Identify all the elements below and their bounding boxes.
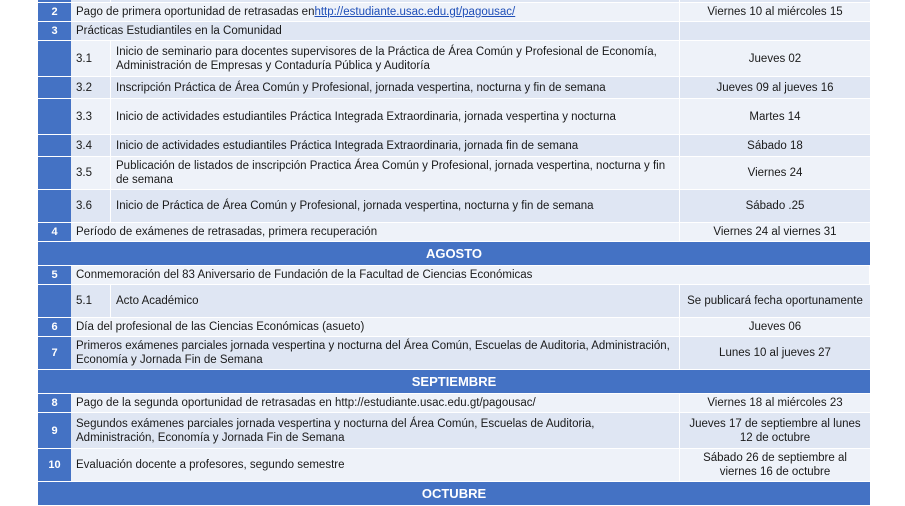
table-row [38, 22, 870, 41]
sub-number [71, 0, 111, 2]
calendar-table [38, 0, 870, 506]
activity-text: Inscripción Práctica de Área Común y Profesional, jornada vespertina, nocturna y fin de semana [111, 77, 680, 98]
activity-text: Pago de la segunda oportunidad de retrasadas en http://estudiante.usac.edu.gt/pagousac/ [71, 394, 680, 412]
activity-date [680, 0, 870, 2]
table-row [38, 157, 870, 190]
activity-text: Inicio de Práctica de Área Común y Profesional, jornada vespertina, nocturna y fin de semana [111, 190, 680, 222]
table-row [38, 449, 870, 482]
row-number [38, 0, 71, 2]
month-header-octubre: OCTUBRE [38, 482, 870, 506]
activity-text: Acto Académico [111, 285, 680, 317]
table-row [38, 135, 870, 157]
row-number [38, 99, 71, 134]
activity-date: Martes 14 [680, 99, 870, 134]
sub-number: 5.1 [71, 285, 111, 317]
activity-date: Sábado 18 [680, 135, 870, 156]
activity-date: Jueves 06 [680, 318, 870, 336]
table-row [38, 394, 870, 413]
activity-date: Viernes 18 al miércoles 23 [680, 394, 870, 412]
table-row [38, 190, 870, 223]
activity-date: Viernes 10 al miércoles 15 [680, 3, 870, 21]
activity-date [680, 22, 870, 40]
row-number [38, 285, 71, 317]
activity-date: Sábado .25 [680, 190, 870, 222]
activity-date: Viernes 24 [680, 157, 870, 189]
row-number [38, 77, 71, 98]
row-number: 6 [38, 318, 71, 336]
row-number [38, 135, 71, 156]
row-number: 3 [38, 22, 71, 40]
row-number: 10 [38, 449, 71, 481]
activity-text: Inicio de seminario para docentes supervisores de la Práctica de Área Común y Profesional de Economía, Administración de Empresas y Contaduría Pública y Auditoría [111, 41, 680, 76]
activity-date: Se publicará fecha oportunamente [680, 285, 870, 317]
row-number: 4 [38, 223, 71, 241]
activity-date: Jueves 02 [680, 41, 870, 76]
activity-date: Lunes 10 al jueves 27 [680, 337, 870, 369]
table-row [38, 318, 870, 337]
sub-number: 3.4 [71, 135, 111, 156]
activity-text: Prácticas Estudiantiles en la Comunidad [71, 22, 680, 40]
sub-number: 3.3 [71, 99, 111, 134]
table-row [38, 413, 870, 449]
row-number: 2 [38, 3, 71, 21]
activity-text: Segundos exámenes parciales jornada vespertina y nocturna del Área Común, Escuelas de Auditoria, Administración, Economía y Jornada Fin de Semana [71, 413, 680, 448]
activity-date: Viernes 24 al viernes 31 [680, 223, 870, 241]
sub-number: 3.5 [71, 157, 111, 189]
activity-date: Sábado 26 de septiembre al viernes 16 de octubre [680, 449, 870, 481]
table-row [38, 99, 870, 135]
table-row [38, 77, 870, 99]
activity-text: Inicio de actividades estudiantiles Práctica Integrada Extraordinaria, jornada fin de semana [111, 135, 680, 156]
row-number: 9 [38, 413, 71, 448]
activity-date: Jueves 09 al jueves 16 [680, 77, 870, 98]
table-row [38, 41, 870, 77]
table-row [38, 285, 870, 318]
activity-text: Conmemoración del 83 Aniversario de Fundación de la Facultad de Ciencias Económicas [71, 266, 870, 284]
activity-text-prefix: Pago de primera oportunidad de retrasadas en [76, 6, 315, 18]
table-row [38, 266, 870, 285]
activity-date: Jueves 17 de septiembre al lunes 12 de octubre [680, 413, 870, 448]
row-number: 5 [38, 266, 71, 284]
activity-text: Inicio de actividades estudiantiles Práctica Integrada Extraordinaria, jornada vespertina y nocturna [111, 99, 680, 134]
row-number [38, 190, 71, 222]
sub-number: 3.6 [71, 190, 111, 222]
activity-text [71, 3, 680, 21]
sub-number: 3.2 [71, 77, 111, 98]
row-number [38, 41, 71, 76]
sub-number: 3.1 [71, 41, 111, 76]
activity-text: Evaluación docente a profesores, segundo semestre [71, 449, 680, 481]
activity-text: Período de exámenes de retrasadas, primera recuperación [71, 223, 680, 241]
month-header-septiembre: SEPTIEMBRE [38, 370, 870, 394]
row-number [38, 157, 71, 189]
table-row [38, 337, 870, 370]
table-row [38, 223, 870, 242]
activity-text: Publicación de listados de inscripción Practica Área Común y Profesional, jornada vespertina, nocturna y fin de semana [111, 157, 680, 189]
row-number: 7 [38, 337, 71, 369]
table-row [38, 3, 870, 22]
month-header-agosto: AGOSTO [38, 242, 870, 266]
activity-text [111, 0, 680, 2]
row-number: 8 [38, 394, 71, 412]
activity-text: Primeros exámenes parciales jornada vespertina y nocturna del Área Común, Escuelas de Auditoria, Administración, Economía y Jornada Fin de Semana [71, 337, 680, 369]
activity-text: Día del profesional de las Ciencias Económicas (asueto) [71, 318, 680, 336]
payment-link[interactable]: http://estudiante.usac.edu.gt/pagousac/ [314, 6, 516, 18]
